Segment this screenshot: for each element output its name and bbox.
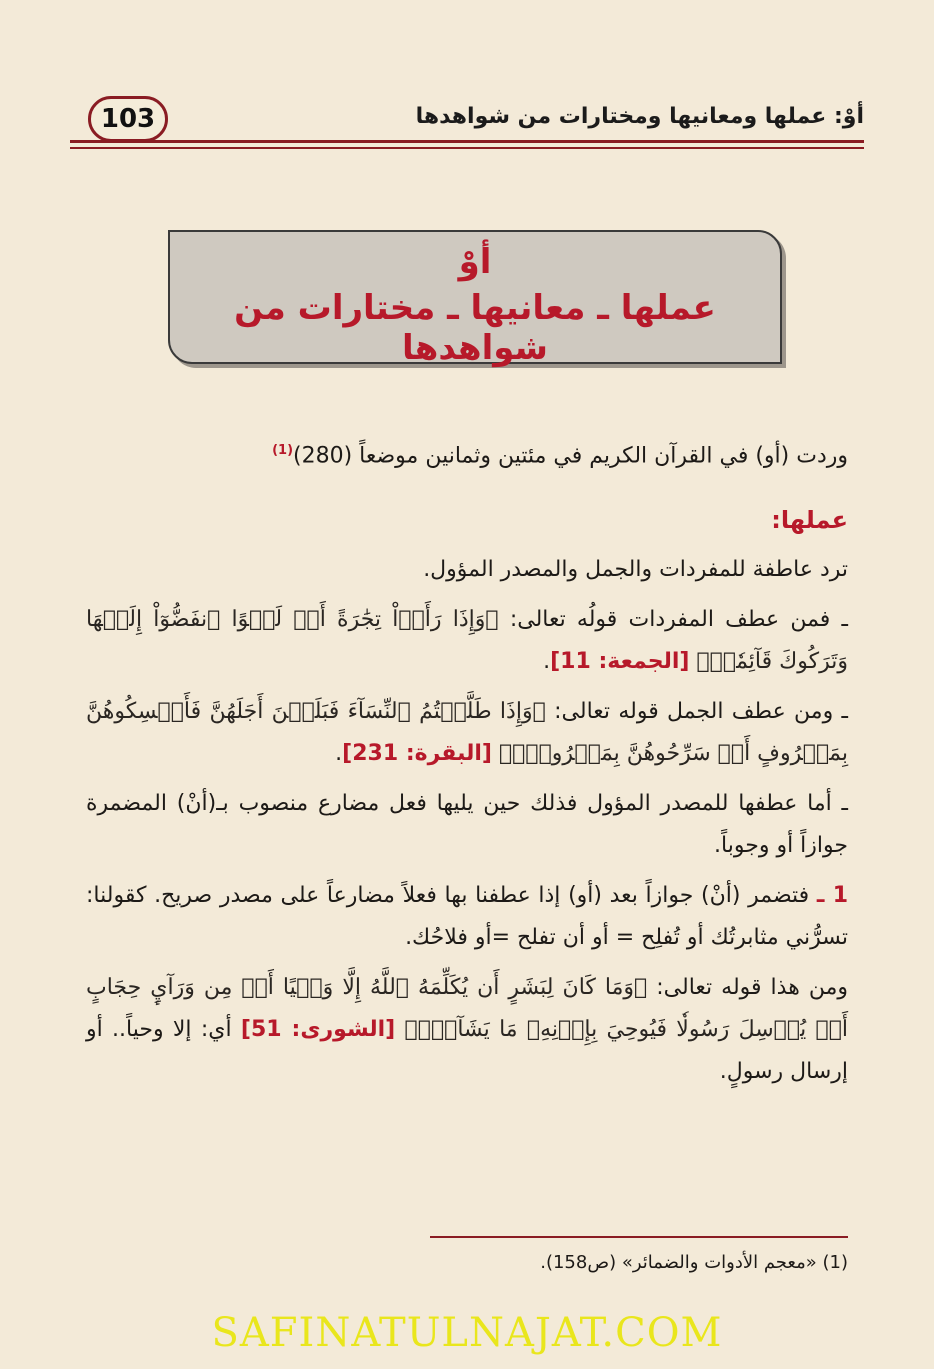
paragraph-6-tail: أي: إلا وحياً.. أو إرسال رسولٍ. bbox=[86, 1017, 848, 1085]
running-title: أوْ: عملها ومعانيها ومختارات من شواهدها bbox=[415, 104, 864, 129]
header-rule-top bbox=[70, 140, 864, 143]
intro-text: وردت (أو) في القرآن الكريم في مئتين وثمانين موضعاً (280) bbox=[293, 443, 848, 469]
quran-verse-1: ﴿وَإِذَا رَأَوۡاْ تِجَٰرَةً أَوۡ لَهۡوًا ٱنفَضُّوٓاْ إِلَيۡهَا وَتَرَكُوكَ قَآئِمٗاۚ﴾ bbox=[86, 607, 848, 675]
paragraph-6 bbox=[86, 967, 848, 1093]
paragraph-2-lead: ـ فمن عطف المفردات قولُه تعالى: bbox=[498, 607, 848, 633]
quran-verse-3: ﴿وَمَا كَانَ لِبَشَرٍ أَن يُكَلِّمَهُ ٱللَّهُ إِلَّا وَحۡيًا أَوۡ مِن وَرَآيِٕ حِجَابٍ أَوۡ يُرۡسِلَ رَسُولٗا فَيُوحِيَ بِإِذۡنِهِۦ مَا يَشَآءُۚ﴾ bbox=[86, 975, 849, 1043]
paragraph-1: ترد عاطفة للمفردات والجمل والمصدر المؤول. bbox=[423, 557, 848, 583]
chapter-title-word: أوْ bbox=[458, 242, 492, 282]
verse-reference-1: [الجمعة: 11] bbox=[550, 649, 690, 675]
page-number: 103 bbox=[88, 96, 168, 142]
paragraph-2: ـ فمن عطف المفردات قولُه تعالى: ﴿وَإِذَا رَأَوۡاْ تِجَٰرَةً أَوۡ لَهۡوًا ٱنفَضُّوٓاْ إِلَيۡهَا وَتَرَكُوكَ قَآئِمٗاۚ﴾ [الجمعة: 11]. bbox=[86, 607, 848, 675]
footnote-marker: (1) bbox=[272, 443, 294, 458]
paragraph-3-lead: ـ ومن عطف الجمل قوله تعالى: bbox=[545, 699, 848, 725]
paragraph-4: ـ أما عطفها للمصدر المؤول فذلك حين يليها فعل مضارع منصوب بـ(أنْ) المضمرة جوازاً أو وجوباً. bbox=[86, 791, 848, 859]
site-watermark: SAFINATULNAJAT.COM bbox=[211, 1310, 723, 1356]
footnote-divider bbox=[430, 1236, 848, 1238]
quran-verse-2: ﴿وَإِذَا طَلَّقۡتُمُ ٱلنِّسَآءَ فَبَلَغۡنَ أَجَلَهُنَّ فَأَمۡسِكُوهُنَّ بِمَعۡرُوفٍ أَوۡ سَرِّحُوهُنَّ بِمَعۡرُوفٖۚ﴾ bbox=[86, 699, 848, 767]
chapter-title-box bbox=[168, 230, 782, 368]
chapter-title-subtitle: عملها ـ معانيها ـ مختارات من شواهدها bbox=[234, 288, 716, 368]
verse-reference-2: [البقرة: 231] bbox=[342, 741, 492, 767]
paragraph-5 bbox=[86, 875, 848, 959]
header-rule-bottom bbox=[70, 147, 864, 149]
paragraph-6-lead: ومن هذا قوله تعالى: bbox=[647, 975, 849, 1001]
paragraph-5-text: فتضمر (أنْ) جوازاً بعد (أو) إذا عطفنا بها فعلاً مضارعاً على مصدر صريح. كقولنا: تسرُّني مثابرتُك أو تُفلِح = أو أن تفلح =أو فلاحُك. bbox=[86, 883, 848, 951]
page-header bbox=[70, 88, 864, 168]
paragraph-3: ـ ومن عطف الجمل قوله تعالى: ﴿وَإِذَا طَلَّقۡتُمُ ٱلنِّسَآءَ فَبَلَغۡنَ أَجَلَهُنَّ فَأَمۡسِكُوهُنَّ بِمَعۡرُوفٍ أَوۡ سَرِّحُوهُنَّ بِمَعۡرُوفٖۚ﴾ [البقرة: 231]. bbox=[86, 699, 848, 767]
footnote: (1) «معجم الأدوات والضمائر» (ص158). bbox=[540, 1252, 848, 1273]
intro-paragraph bbox=[86, 430, 848, 477]
section-heading: عملها: bbox=[771, 506, 848, 535]
verse-reference-3: [الشورى: 51] bbox=[240, 1017, 396, 1043]
item-number: 1 ـ bbox=[816, 883, 848, 909]
body-text bbox=[86, 430, 848, 1101]
